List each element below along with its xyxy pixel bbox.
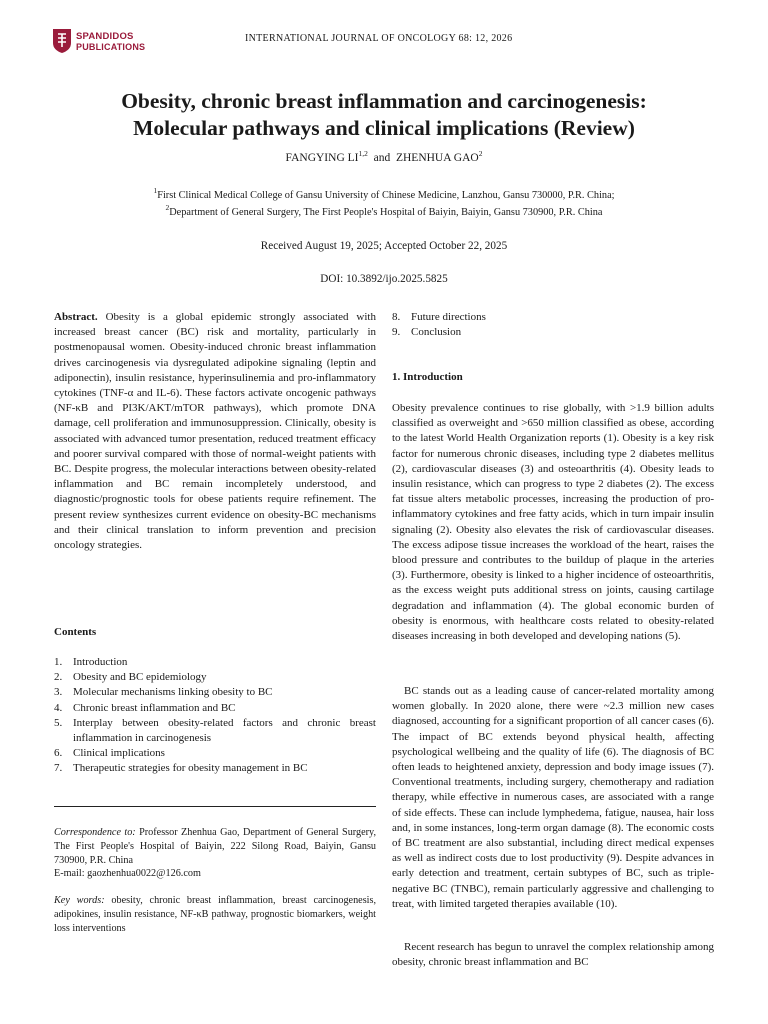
toc-item[interactable] bbox=[54, 746, 376, 761]
abstract-text: Obesity is a global epidemic strongly associated with increased breast cancer (BC) risk and mortality, particularly in postmenopausal women. Obesity-induced chronic breast inflammation drives carcinogenesis via dysregulated adipokine signaling (leptin and adiponectin), insulin resistance, hyperinsulinemia and pro-inflammatory cytokines (TNF-α and IL-6). These factors activate oncogenic pathways (NF-κB and PI3K/AKT/mTOR pathways), which promote DNA damage, cell proliferation and immunosuppression. Clinically, obesity is associated with advanced tumor presentation, reduced treatment efficacy and poorer survival compared with those of normal-weight patients with BC. Despite progress, the molecular interactions between obesity-related inflammation and BC remain incompletely understood, and diagnostic/prognostic tools for obese patients require refinement. The present review synthesizes current evidence on obesity-BC mechanisms and their clinical translation to inform prevention and precision oncology strategies. bbox=[54, 311, 376, 552]
toc-item-label: Future directions bbox=[411, 311, 486, 323]
spandidos-emblem-icon bbox=[52, 28, 72, 54]
email-label: E-mail: bbox=[54, 868, 85, 880]
author-name: ZHENHUA GAO bbox=[395, 152, 479, 164]
affiliation bbox=[54, 203, 714, 218]
toc-item[interactable] bbox=[392, 325, 714, 340]
toc-item-label: Molecular mechanisms linking obesity to BC bbox=[73, 686, 273, 699]
affiliation-text: Department of General Surgery, The First People's Hospital of Baiyin, Baiyin, Gansu 730900, P.R. China bbox=[169, 207, 603, 218]
toc-item-label: Conclusion bbox=[411, 326, 462, 339]
correspondence-label: Correspondence to: bbox=[54, 827, 136, 838]
toc-item-number: 5. bbox=[54, 716, 63, 729]
toc-item[interactable] bbox=[392, 310, 714, 325]
article-title bbox=[54, 88, 714, 142]
toc-item[interactable] bbox=[54, 716, 376, 746]
abstract bbox=[54, 310, 376, 553]
contents-heading: Contents bbox=[54, 626, 97, 638]
footnote-divider bbox=[54, 806, 376, 807]
toc-item-number: 3. bbox=[54, 686, 63, 699]
body-paragraph: Obesity prevalence continues to rise globally, with >1.9 billion adults classified as overweight and >650 million classified as obese, according to the latest World Health Organization reports (1). Obesity is a key risk factor for numerous chronic diseases, including type 2 diabetes mellitus (2), cardiovascular diseases (3) and osteoarthritis (4). Obesity leads to insulin resistance, which can progress to type 2 diabetes (2). The excess fat tissue alters metabolic processes, increasing the production of pro-inflammatory cytokines and free fatty acids, which in turn impair insulin signaling (2). Obesity also elevates the risk of cardiovascular diseases. The excess adipose tissue increases the workload of the heart, raises the blood pressure and contributes to the buildup of plaque in the arteries (3). Furthermore, obesity is linked to a higher incidence of osteoarthritis, as the excess weight puts additional stress on joints, causing cartilage degradation and inflammation (4). The global economic burden of obesity is enormous, with healthcare costs related to obesity-related diseases increasing in both developed and developing nations (5). bbox=[392, 402, 714, 643]
table-of-contents bbox=[54, 655, 376, 777]
toc-item[interactable] bbox=[54, 701, 376, 716]
keywords-text: obesity, chronic breast inflammation, breast carcinogenesis, adipokines, insulin resistance, NF-κB pathway, prognostic biomarkers, weight loss interventions bbox=[54, 895, 376, 934]
submission-dates: Received August 19, 2025; Accepted October 22, 2025 bbox=[260, 240, 508, 252]
doi[interactable]: DOI: 10.3892/ijo.2025.5825 bbox=[320, 273, 448, 285]
toc-item-label: Clinical implications bbox=[73, 747, 165, 760]
keywords-label: Key words: bbox=[54, 895, 105, 906]
publisher-logo bbox=[52, 28, 152, 58]
running-head: INTERNATIONAL JOURNAL OF ONCOLOGY 68: 12, 2026 bbox=[245, 33, 513, 44]
affiliation-marker: 2 bbox=[165, 203, 170, 212]
toc-item[interactable] bbox=[54, 685, 376, 700]
publisher-name: SPANDIDOS bbox=[76, 31, 134, 42]
author-affiliation-marker: 2 bbox=[478, 149, 483, 158]
affiliation-marker: 1 bbox=[153, 186, 158, 195]
body-paragraph: BC stands out as a leading cause of cancer-related mortality among women globally. In 2020 alone, there were ~2.3 million new cases diagnosed, accounting for a significant proportion of all cancer cases (6). The impact of BC extends beyond physical health, affecting psychological wellbeing and the quality of life (6). The diagnosis of BC often leads to heightened anxiety, depression and body image issues (7). Conventional treatments, including surgery, chemotherapy and radiation therapy, while effective in numerous cases, are associated with a range of side effects. These can include lymphedema, fatigue, nausea, hair loss and, in some instances, long-term organ damage (8). The economic costs of BC treatment are also substantial, including direct medical expenses as well as indirect costs due to lost productivity (9). Despite advances in early detection and treatment, certain subtypes of BC, such as triple-negative BC (TNBC), remain particularly aggressive and challenging to treat, with limited targeted therapies available (10). bbox=[392, 685, 714, 910]
publisher-subname: PUBLICATIONS bbox=[76, 42, 146, 52]
toc-item-label: Interplay between obesity-related factors and chronic breast inflammation in carcinogenesis bbox=[73, 716, 376, 745]
author-name: FANGYING LI bbox=[285, 152, 359, 164]
toc-item-number: 9. bbox=[392, 326, 401, 339]
toc-item-label: Introduction bbox=[73, 656, 128, 668]
toc-item[interactable] bbox=[54, 670, 376, 685]
table-of-contents-continued bbox=[392, 310, 714, 340]
toc-item-number: 6. bbox=[54, 747, 63, 760]
affiliation-text: First Clinical Medical College of Gansu University of Chinese Medicine, Lanzhou, Gansu 730000, P.R. China; bbox=[157, 190, 615, 201]
affiliation bbox=[54, 186, 714, 201]
title-line-2: Molecular pathways and clinical implications (Review) bbox=[133, 116, 635, 140]
toc-item-number: 7. bbox=[54, 762, 63, 775]
title-line-1: Obesity, chronic breast inflammation and carcinogenesis: bbox=[121, 89, 647, 113]
correspondence-text: Professor Zhenhua Gao, Department of General Surgery, The First People's Hospital of Baiyin, 222 Silong Road, Baiyin, Gansu 730900, P.R. China bbox=[54, 827, 377, 866]
toc-item[interactable] bbox=[54, 655, 376, 670]
toc-item-label: Chronic breast inflammation and BC bbox=[73, 701, 236, 714]
author-affiliation-marker: 1,2 bbox=[358, 149, 368, 158]
correspondence-note bbox=[54, 826, 376, 881]
author-list bbox=[54, 149, 714, 164]
toc-item-label: Therapeutic strategies for obesity management in BC bbox=[73, 762, 308, 775]
correspondence-email[interactable]: gaozhenhua0022@126.com bbox=[87, 868, 201, 880]
toc-item-number: 2. bbox=[54, 671, 63, 684]
toc-item[interactable] bbox=[54, 761, 376, 776]
toc-item-number: 4. bbox=[54, 701, 63, 714]
toc-item-number: 1. bbox=[54, 656, 63, 668]
keywords-note bbox=[54, 894, 376, 935]
toc-item-number: 8. bbox=[392, 311, 401, 323]
section-heading-introduction: 1. Introduction bbox=[392, 371, 463, 383]
toc-item-label: Obesity and BC epidemiology bbox=[73, 671, 207, 684]
author-conjunction: and bbox=[373, 152, 391, 164]
body-paragraph: Recent research has begun to unravel the complex relationship among obesity, chronic breast inflammation and BC bbox=[392, 941, 714, 969]
abstract-label: Abstract. bbox=[54, 311, 98, 323]
